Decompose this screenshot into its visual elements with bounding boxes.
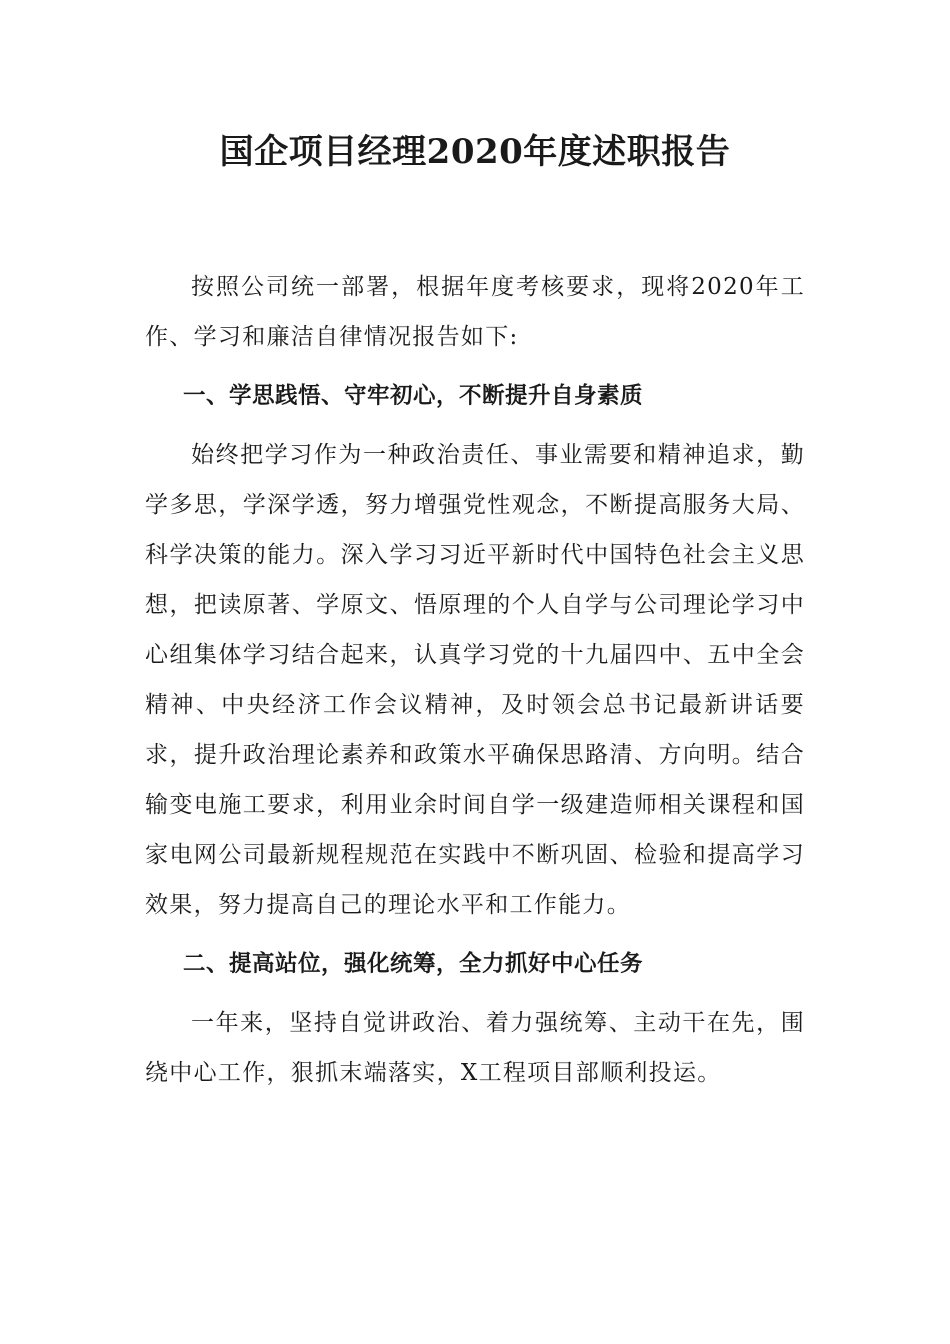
document-title: 国企项目经理2020年度述职报告 xyxy=(219,132,731,172)
document-body xyxy=(145,262,805,1098)
section-1-paragraph: 始终把学习作为一种政治责任、事业需要和精神追求，勤学多思，学深学透，努力增强党性观念，不断提高服务大局、科学决策的能力。深入学习习近平新时代中国特色社会主义思想，把读原著、学原文、悟原理的个人自学与公司理论学习中心组集体学习结合起来，认真学习党的十九届四中、五中全会精神、中央经济工作会议精神，及时领会总书记最新讲话要求，提升政治理论素养和政策水平确保思路清、方向明。结合输变电施工要求，利用业余时间自学一级建造师相关课程和国家电网公司最新规程规范在实践中不断巩固、检验和提高学习效果，努力提高自己的理论水平和工作能力。 xyxy=(145,442,805,918)
section-2-heading: 二、提高站位，强化统筹，全力抓好中心任务 xyxy=(183,951,644,977)
section-2-paragraph: 一年来，坚持自觉讲政治、着力强统筹、主动干在先，围绕中心工作，狠抓末端落实，X工程项目部顺利投运。 xyxy=(145,1010,805,1086)
intro-paragraph: 按照公司统一部署，根据年度考核要求，现将2020年工作、学习和廉洁自律情况报告如下: xyxy=(145,274,805,350)
section-1-heading: 一、学思践悟、守牢初心，不断提升自身素质 xyxy=(183,383,644,409)
